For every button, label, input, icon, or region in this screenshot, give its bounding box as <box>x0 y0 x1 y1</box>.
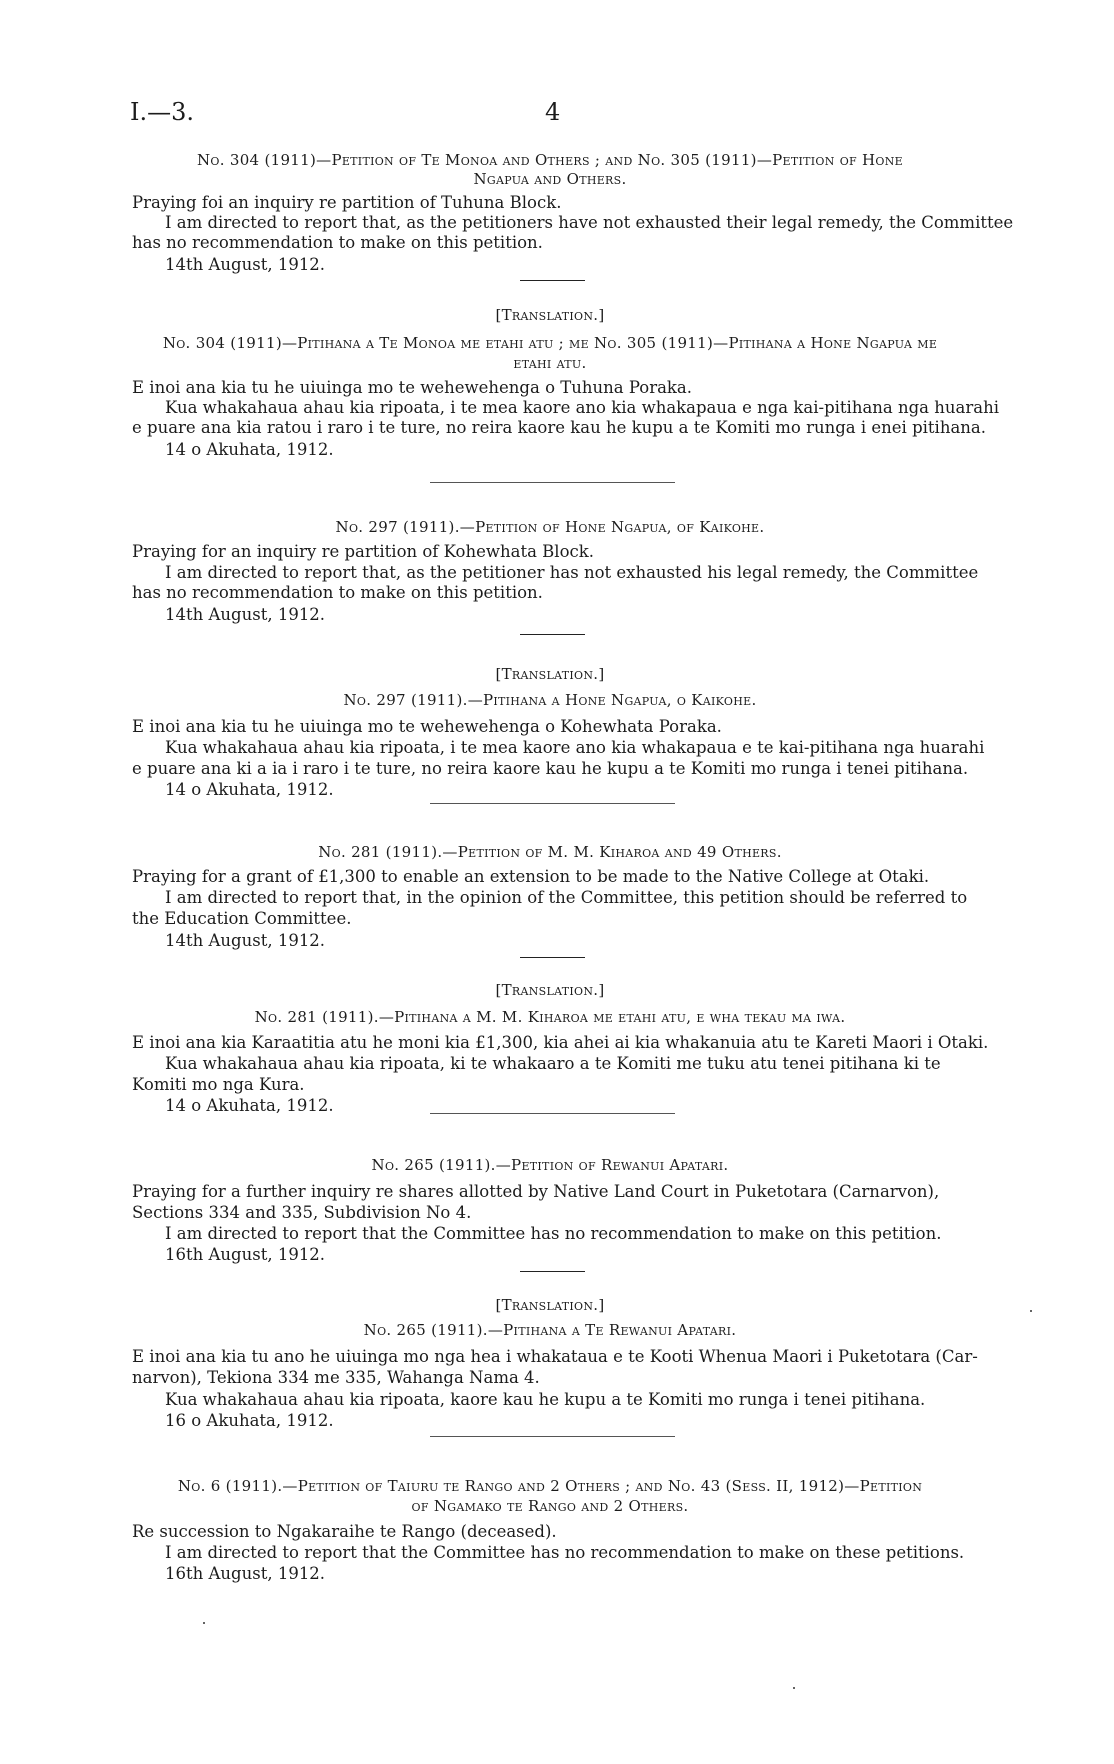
section-5-date: 14th August, 1912. <box>165 931 326 950</box>
print-speck <box>1030 1310 1032 1312</box>
section-6-date: 14 o Akuhata, 1912. <box>165 1096 334 1115</box>
document-reference: I.—3. <box>130 98 195 126</box>
section-7-line-1: Praying for a further inquiry re shares allotted by Native Land Court in Puketotara (Carnarvon), <box>132 1182 940 1201</box>
section-2-line-1: E inoi ana kia tu he uiuinga mo te wehewehenga o Tuhuna Poraka. <box>132 378 693 397</box>
section-5-heading: No. 281 (1911).—Petition of M. M. Kiharoa and 49 Others. <box>318 843 782 861</box>
section-6-line-1: E inoi ana kia Karaatitia atu he moni kia £1,300, kia ahei ai kia whakanuia atu te Kareti Maori i Otaki. <box>132 1033 989 1052</box>
section-7-line-2: Sections 334 and 335, Subdivision No 4. <box>132 1203 472 1222</box>
section-4-line-1: E inoi ana kia tu he uiuinga mo te wehewehenga o Kohewhata Poraka. <box>132 717 722 736</box>
section-1-date: 14th August, 1912. <box>165 255 326 274</box>
section-9-heading-line-2: of Ngamako te Rango and 2 Others. <box>411 1497 689 1515</box>
section-6-translation-label: [Translation.] <box>495 981 605 999</box>
section-4-line-3: e puare ana ki a ia i raro i te ture, no reira kaore kau he kupu a te Komiti mo runga i tenei pitihana. <box>132 759 969 778</box>
section-1-line-3: has no recommendation to make on this petition. <box>132 233 543 252</box>
section-2-date: 14 o Akuhata, 1912. <box>165 440 334 459</box>
print-speck <box>793 1687 795 1689</box>
section-divider <box>430 1113 675 1114</box>
section-2-heading-line-1: No. 304 (1911)—Pitihana a Te Monoa me etahi atu ; me No. 305 (1911)—Pitihana a Hone Ngapua me <box>162 334 938 352</box>
section-divider <box>430 482 675 483</box>
section-5-line-2: I am directed to report that, in the opinion of the Committee, this petition should be referred to <box>165 888 968 907</box>
section-1-heading-line-1: No. 304 (1911)—Petition of Te Monoa and Others ; and No. 305 (1911)—Petition of Hone <box>196 151 903 169</box>
section-5-line-1: Praying for a grant of £1,300 to enable an extension to be made to the Native College at Otaki. <box>132 867 930 886</box>
section-8-line-2: narvon), Tekiona 334 me 335, Wahanga Nama 4. <box>132 1368 540 1387</box>
section-9-heading-line-1: No. 6 (1911).—Petition of Taiuru te Rango and 2 Others ; and No. 43 (Sess. II, 1912)—Petition <box>177 1477 923 1495</box>
section-7-line-3: I am directed to report that the Committee has no recommendation to make on this petition. <box>165 1224 942 1243</box>
print-speck <box>203 1622 205 1624</box>
section-3-line-1: Praying for an inquiry re partition of Kohewhata Block. <box>132 542 594 561</box>
section-1-line-1: Praying foi an inquiry re partition of Tuhuna Block. <box>132 193 562 212</box>
section-3-date: 14th August, 1912. <box>165 605 326 624</box>
section-7-date: 16th August, 1912. <box>165 1245 326 1264</box>
section-6-heading: No. 281 (1911).—Pitihana a M. M. Kiharoa me etahi atu, e wha tekau ma iwa. <box>254 1008 846 1026</box>
section-6-line-2: Kua whakahaua ahau kia ripoata, ki te whakaaro a te Komiti me tuku atu tenei pitihana ki te <box>165 1054 941 1073</box>
section-8-heading: No. 265 (1911).—Pitihana a Te Rewanui Apatari. <box>363 1321 737 1339</box>
section-1-heading-line-2: Ngapua and Others. <box>473 170 627 188</box>
section-divider <box>430 1436 675 1437</box>
section-divider <box>430 803 675 804</box>
section-3-line-2: I am directed to report that, as the petitioner has not exhausted his legal remedy, the Committee <box>165 563 979 582</box>
section-8-translation-label: [Translation.] <box>495 1296 605 1314</box>
section-9-line-1: Re succession to Ngakaraihe te Rango (deceased). <box>132 1522 557 1541</box>
section-divider <box>520 957 585 958</box>
section-1-line-2: I am directed to report that, as the petitioners have not exhausted their legal remedy, the Committee <box>165 213 1014 232</box>
section-divider <box>520 1271 585 1272</box>
section-3-heading: No. 297 (1911).—Petition of Hone Ngapua, of Kaikohe. <box>335 518 765 536</box>
section-2-translation-label: [Translation.] <box>495 306 605 324</box>
section-8-line-1: E inoi ana kia tu ano he uiuinga mo nga hea i whakataua e te Kooti Whenua Maori i Puketotara (Car- <box>132 1347 978 1366</box>
section-4-translation-label: [Translation.] <box>495 665 605 683</box>
section-9-line-2: I am directed to report that the Committee has no recommendation to make on these petitions. <box>165 1543 965 1562</box>
section-2-heading-line-2: etahi atu. <box>513 354 587 372</box>
section-4-date: 14 o Akuhata, 1912. <box>165 780 334 799</box>
section-4-line-2: Kua whakahaua ahau kia ripoata, i te mea kaore ano kia whakapaua e te kai-pitihana nga huarahi <box>165 738 985 757</box>
section-6-line-3: Komiti mo nga Kura. <box>132 1075 305 1094</box>
section-8-date: 16 o Akuhata, 1912. <box>165 1411 334 1430</box>
section-5-line-3: the Education Committee. <box>132 909 352 928</box>
section-3-line-3: has no recommendation to make on this petition. <box>132 583 543 602</box>
page-number: 4 <box>545 98 561 126</box>
section-9-date: 16th August, 1912. <box>165 1564 326 1583</box>
section-7-heading: No. 265 (1911).—Petition of Rewanui Apatari. <box>371 1156 729 1174</box>
section-divider <box>520 280 585 281</box>
section-divider <box>520 634 585 635</box>
section-4-heading: No. 297 (1911).—Pitihana a Hone Ngapua, o Kaikohe. <box>343 691 757 709</box>
section-8-line-3: Kua whakahaua ahau kia ripoata, kaore kau he kupu a te Komiti mo runga i tenei pitihana. <box>165 1390 926 1409</box>
section-2-line-2: Kua whakahaua ahau kia ripoata, i te mea kaore ano kia whakapaua e nga kai-pitihana nga huarahi <box>165 398 999 417</box>
section-2-line-3: e puare ana kia ratou i raro i te ture, no reira kaore kau he kupu a te Komiti mo runga i enei pitihana. <box>132 418 986 437</box>
